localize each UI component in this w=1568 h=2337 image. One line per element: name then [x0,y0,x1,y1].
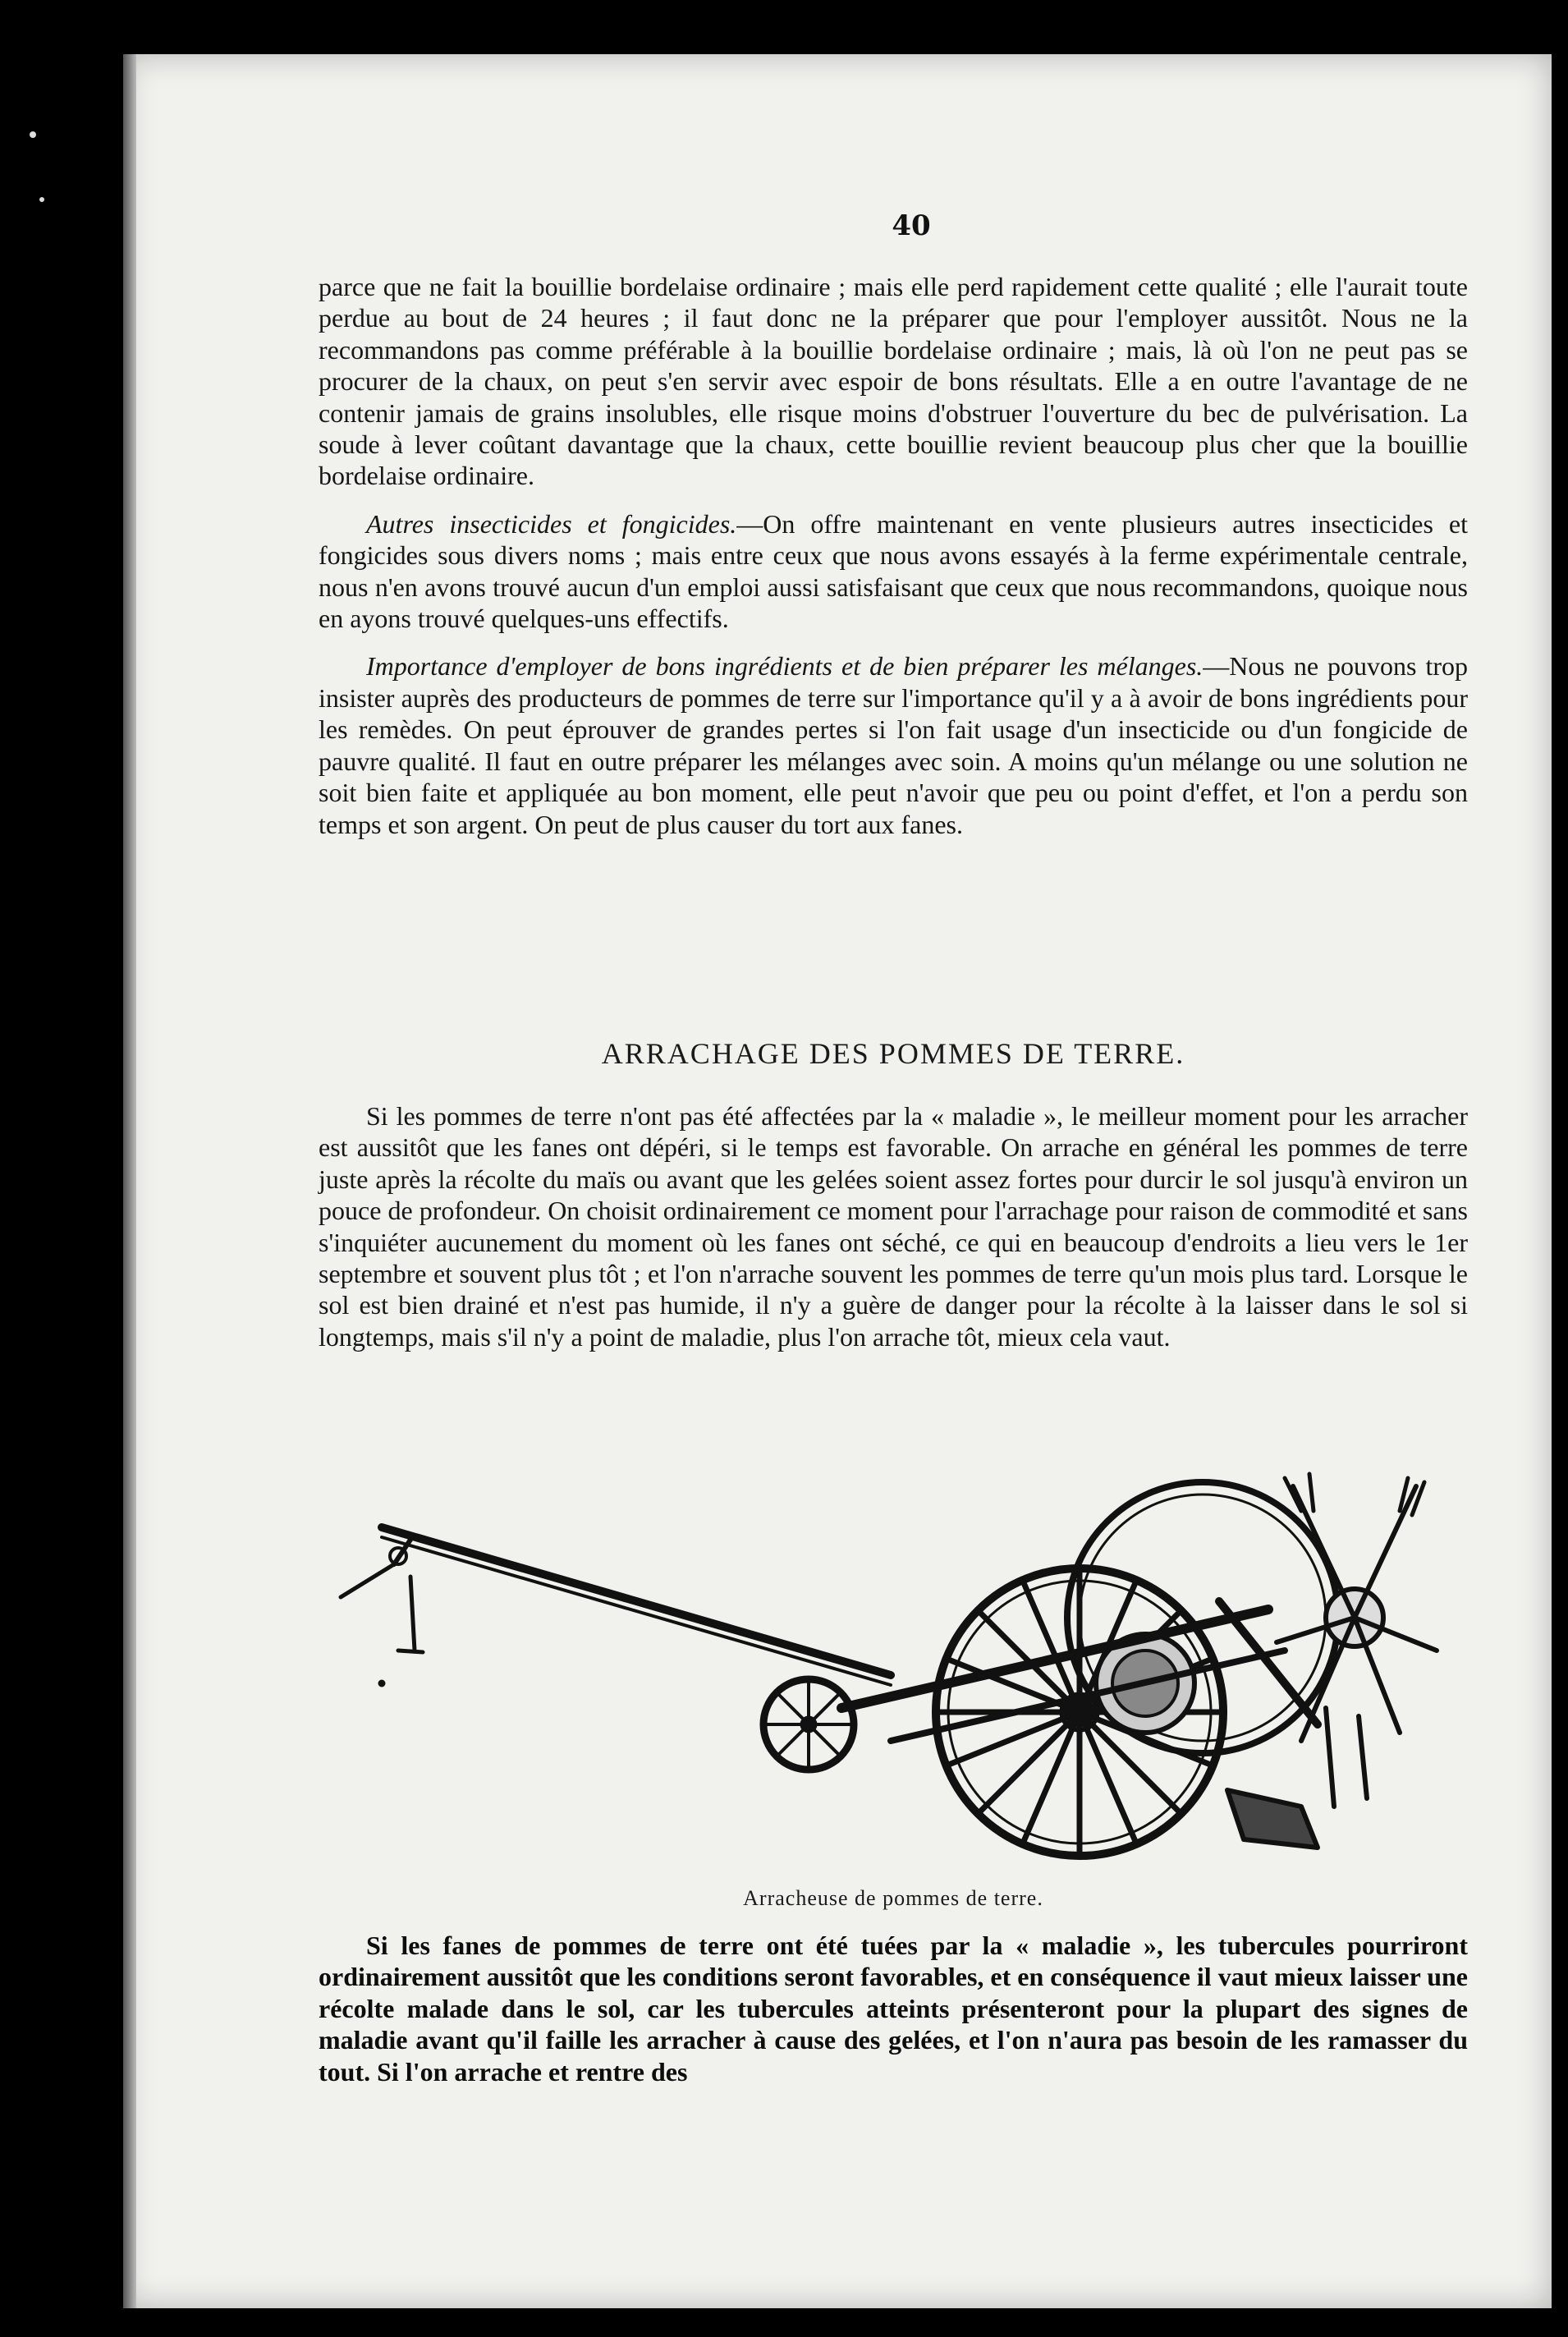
scan-dust-speck [39,197,44,202]
section-insecticides [319,271,1468,840]
paragraph-body: —Nous ne pouvons trop insister auprès des producteurs de pommes de terre sur l'importance qu'il y a à avoir de bons ingrédients pour les remèdes. On peut éprouver de grandes pertes si l'on fait usage d'un insecticide ou d'un fongicide de pauvre qualité. Il faut en outre préparer les mélanges avec soin. A moins qu'un mélange ou une solution ne soit bien faite et appliquée au bon moment, elle peut n'avoir que peu ou point d'effet, et l'on a perdu son temps et son argent. On peut de plus causer du tort aux fanes. [319,651,1468,839]
scan-dust-speck [30,131,36,138]
page-edge-shadow [123,54,136,2308]
section-heading-arrachage: ARRACHAGE DES POMMES DE TERRE. [601,1037,1185,1070]
page-number: 40 [892,209,931,242]
paragraph-bouillie: parce que ne fait la bouillie bordelaise ordinaire ; mais elle perd rapidement cette qualité ; elle l'aurait toute perdue au bout de 24 heures ; il faut donc ne la préparer que pour l'employer aussitôt. Nous ne la recommandons pas comme préférable à la bouillie bordelaise ordinaire ; mais, là où l'on ne peut pas se procurer de la chaux, on peut s'en servir avec espoir de bons résultats. Elle a en outre l'avantage de ne contenir jamais de grains insolubles, elle risque moins d'obstruer l'ouverture du bec de pulvérisation. La soude à lever coûtant davantage que la chaux, cette bouillie revient beaucoup plus cher que la bouillie bordelaise ordinaire. [319,272,1468,491]
section-arrachage-intro [319,1100,1468,1352]
figure-caption: Arracheuse de pommes de terre. [743,1886,1043,1910]
paragraph-title: Autres insecticides et fongicides. [366,508,737,539]
section-arrachage-maladie [319,1930,1468,2087]
paragraph-moment-arrachage: Si les pommes de terre n'ont pas été affectées par la « maladie », le meilleur moment pour les arracher est aussitôt que les fanes ont dépéri, si le temps est favorable. On arrache en général les pommes de terre juste après la récolte du maïs ou avant que les gelées soient assez fortes pour durcir le sol jusqu'à environ un pouce de profondeur. On choisit ordinairement ce moment pour l'arrachage pour raison de commodité et sans s'inquiéter aucunement du moment où les fanes ont séché, ce qui en beaucoup d'endroits a lieu vers le 1er septembre et souvent plus tôt ; et l'on n'arrache souvent les pommes de terre qu'un mois plus tard. Lorsque le sol est bien drainé et n'est pas humide, il n'y a guère de danger pour la récolte à la laisser dans le sol si longtemps, mais s'il n'y a point de maladie, plus l'on arrache tôt, mieux cela vaut. [319,1101,1468,1352]
paragraph-body: —On offre maintenant en vente plusieurs autres insecticides et fongicides sous divers noms ; mais entre ceux que nous avons essayés à la ferme expérimentale centrale, nous n'en avons trouvé aucun d'un emploi aussi satisfaisant que ceux que nous recommandons, quoique nous en ayons trouvé quelques-uns effectifs. [319,508,1469,634]
potato-digger-illustration [316,1462,1441,1864]
paragraph-title: Importance d'employer de bons ingrédients et de bien préparer les mélanges. [366,651,1204,682]
paragraph-importance [319,650,1468,839]
paragraph-autres-insecticides [319,508,1468,635]
paragraph-fanes-tuees: Si les fanes de pommes de terre ont été tuées par la « maladie », les tubercules pourriront ordinairement aussitôt que les conditions seront favorables, et en conséquence il vaut mieux laisser une récolte malade dans le sol, car les tubercules atteints présenteront pour la plupart des signes de maladie avant qu'il faille les arracher à cause des gelées, et l'on n'aura pas besoin de les ramasser du tout. Si l'on arrache et rentre des [319,1931,1468,2087]
